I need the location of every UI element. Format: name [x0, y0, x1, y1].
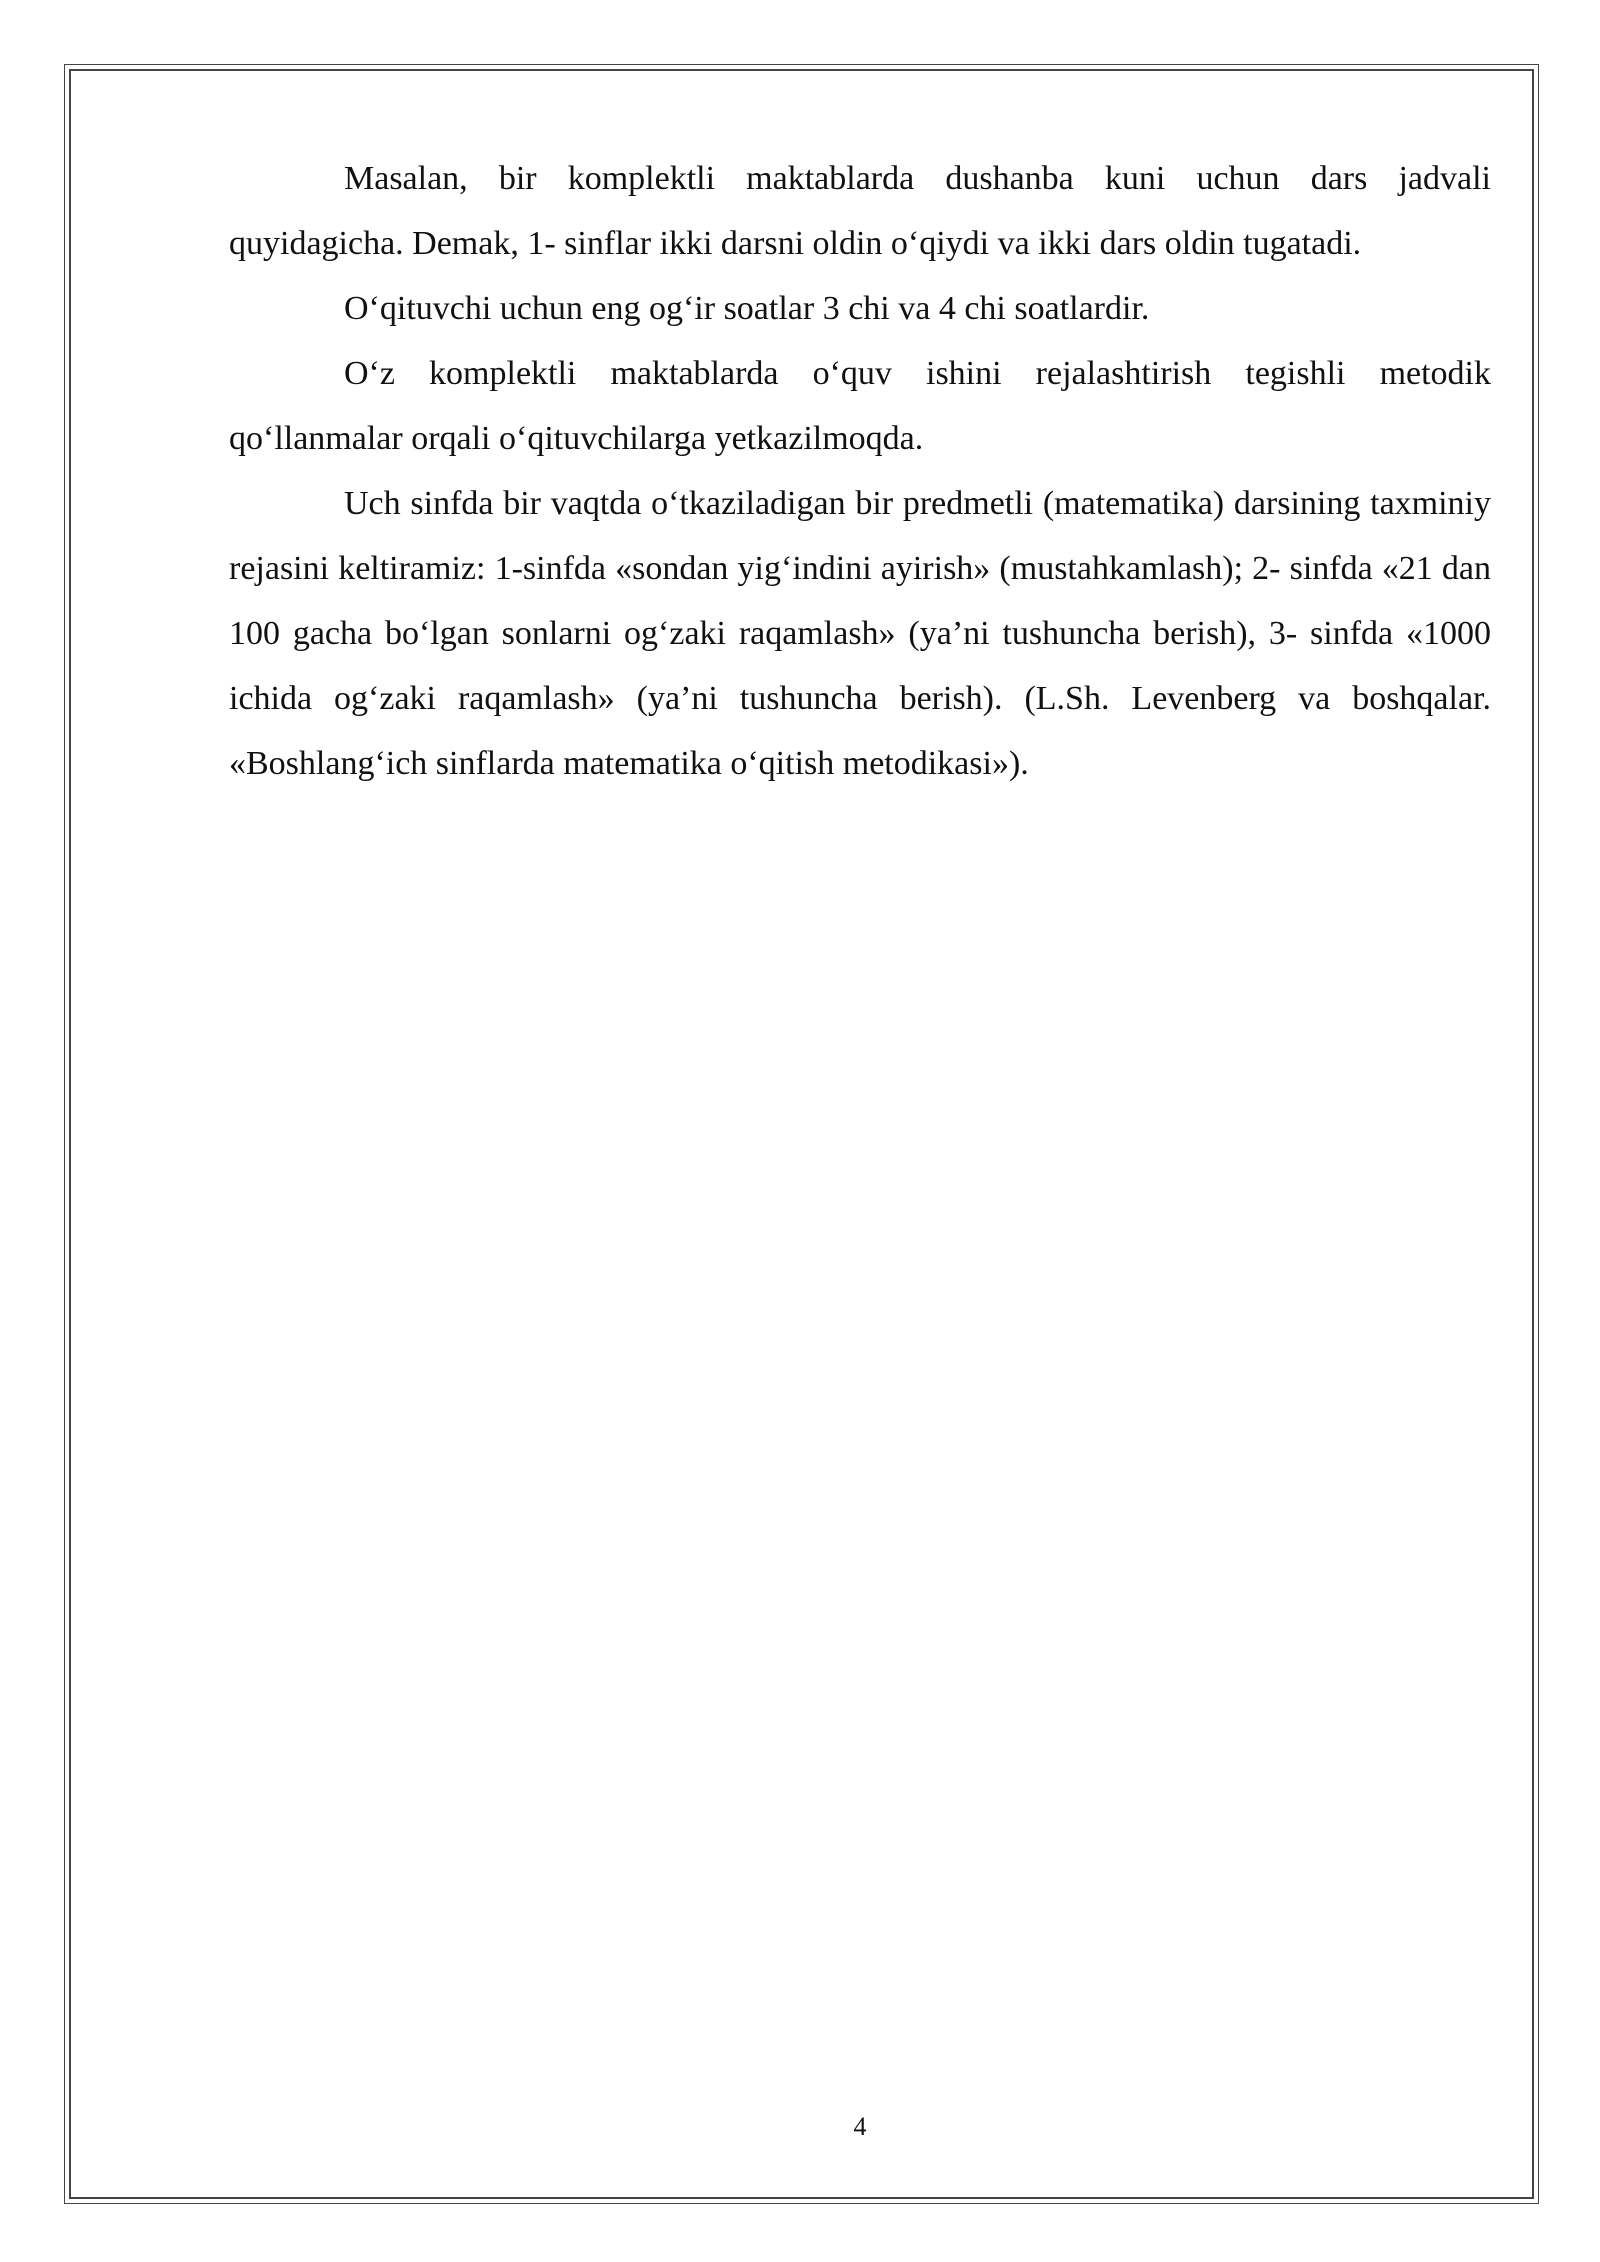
document-body	[229, 146, 1491, 796]
paragraph-2: O‘qituvchi uchun eng og‘ir soatlar 3 chi va 4 chi soatlardir.	[344, 290, 1150, 327]
paragraph-3: O‘z komplektli maktablarda o‘quv ishini rejalashtirish tegishli metodik qo‘llanmalar orqali o‘qituvchilarga yetkazilmoqda.	[229, 355, 1491, 457]
paragraph-4: Uch sinfda bir vaqtda o‘tkaziladigan bir predmetli (matematika) darsining taxminiy rejasini keltiramiz: 1-sinfda «sondan yig‘indini ayirish» (mustahkamlash); 2- sinfda «21 dan 100 gacha bo‘lgan sonlarni og‘zaki raqamlash» (ya’ni tushuncha berish), 3- sinfda «1000 ichida og‘zaki raqamlash» (ya’ni tushuncha berish). (L.Sh. Levenberg va boshqalar. «Boshlang‘ich sinflarda matematika o‘qitish metodikasi»).	[229, 485, 1491, 782]
paragraph-1: Masalan, bir komplektli maktablarda dushanba kuni uchun dars jadvali quyidagicha. Demak, 1- sinflar ikki darsni oldin o‘qiydi va ikki dars oldin tugatadi.	[229, 160, 1491, 262]
page-number: 4	[853, 2112, 867, 2141]
